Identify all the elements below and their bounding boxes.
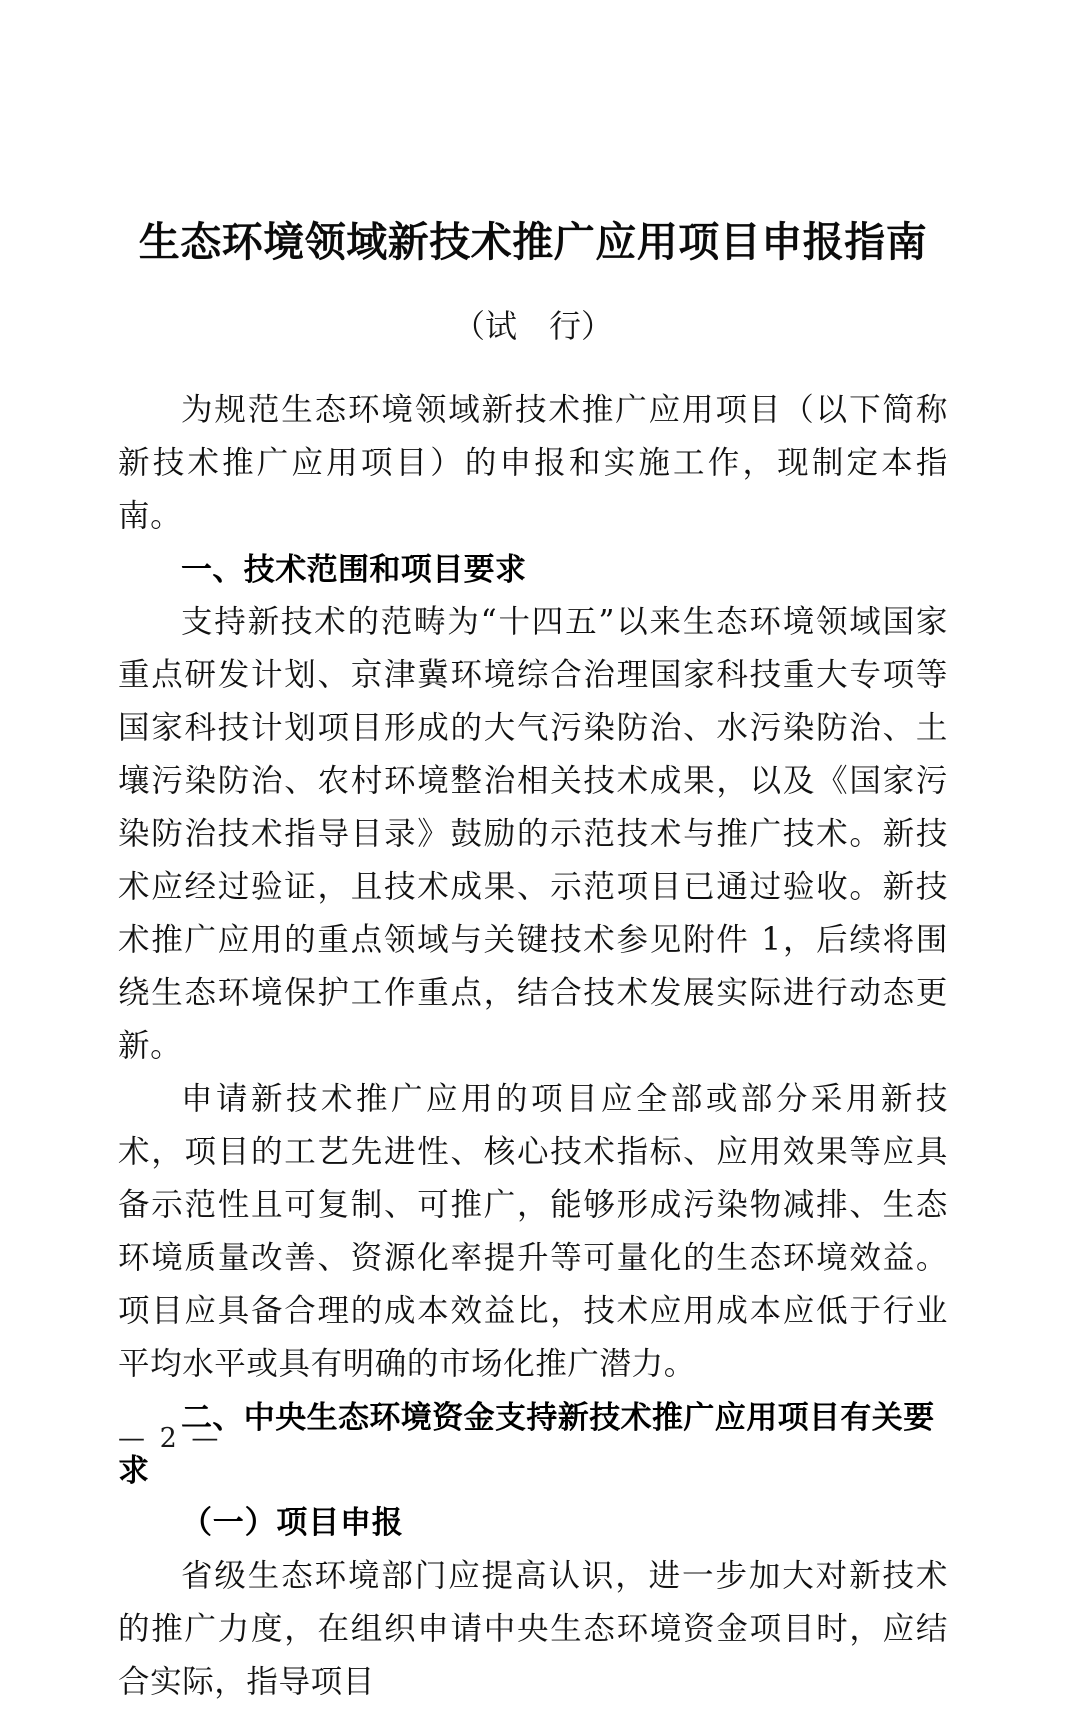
intro-paragraph: 为规范生态环境领域新技术推广应用项目（以下简称新技术推广应用项目）的申报和实施工作，现制定本指南。 <box>118 392 948 534</box>
section-one-paragraph-1: 支持新技术的范畴为“十四五”以来生态环境领域国家重点研发计划、京津冀环境综合治理国家科技重大专项等国家科技计划项目形成的大气污染防治、水污染防治、土壤污染防治、农村环境整治相关技术成果，以及《国家污染防治技术指导目录》鼓励的示范技术与推广技术。新技术应经过验证，且技术成果、示范项目已通过验收。新技术推广应用的重点领域与关键技术参见附件 1，后续将围绕生态环境保护工作重点，结合技术发展实际进行动态更新。 <box>118 604 948 1064</box>
section-heading-two: 二、中央生态环境资金支持新技术推广应用项目有关要求 <box>118 1400 935 1488</box>
section-one-paragraph-2: 申请新技术推广应用的项目应全部或部分采用新技术，项目的工艺先进性、核心技术指标、应用效果等应具备示范性且可复制、可推广，能够形成污染物减排、生态环境质量改善、资源化率提升等可量化的生态环境效益。项目应具备合理的成本效益比，技术应用成本应低于行业平均水平或具有明确的市场化推广潜力。 <box>118 1081 948 1382</box>
document-content <box>118 0 948 1700</box>
section-heading-one: 一、技术范围和项目要求 <box>181 552 527 587</box>
page-number-footer: — 2 — <box>118 1423 222 1454</box>
section-two-subheading-one: （一）项目申报 <box>181 1505 404 1541</box>
page-title: 生态环境领域新技术推广应用项目申报指南 <box>138 218 928 266</box>
section-two-paragraph-1: 省级生态环境部门应提高认识，进一步加大对新技术的推广力度，在组织申请中央生态环境资金项目时，应结合实际，指导项目 <box>118 1558 948 1700</box>
document-subtitle: （试 行） <box>452 307 613 345</box>
